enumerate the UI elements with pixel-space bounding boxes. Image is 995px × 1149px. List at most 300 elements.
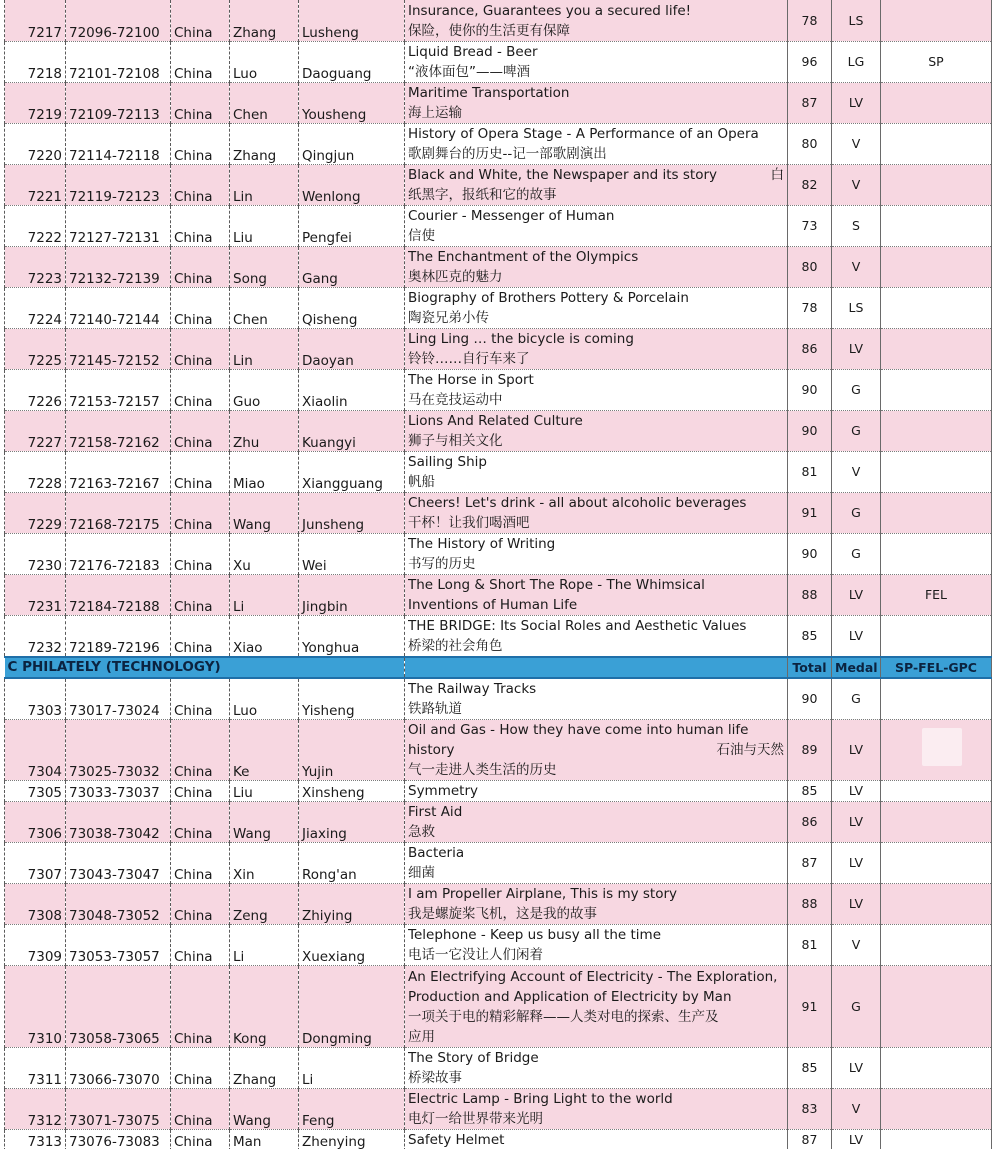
special-prize-cell — [881, 883, 992, 924]
exhibit-title-cell — [405, 780, 788, 801]
title-line: 信使 — [408, 227, 435, 244]
total-score-cell: 90 — [788, 369, 832, 410]
exhibit-title-cell — [405, 451, 788, 492]
medal-cell: G — [832, 492, 881, 533]
special-prize-cell — [881, 780, 992, 801]
exhibit-title-cell — [405, 1088, 788, 1129]
medal-cell: G — [832, 533, 881, 574]
exhibit-number-cell: 7224 — [5, 287, 66, 328]
given-name-cell: Lusheng — [299, 0, 405, 41]
special-prize-cell — [881, 164, 992, 205]
country-cell: China — [171, 41, 230, 82]
exhibit-title-cell — [405, 615, 788, 657]
special-prize-cell — [881, 615, 992, 657]
frame-range-cell: 72114-72118 — [66, 123, 171, 164]
given-name-cell: Feng — [299, 1088, 405, 1129]
surname-cell: Zhang — [230, 0, 299, 41]
given-name-cell: Pengfei — [299, 205, 405, 246]
title-line: Cheers! Let's drink - all about alcoholic beverages — [408, 494, 747, 511]
country-cell: China — [171, 164, 230, 205]
medal-column-header: Medal — [832, 657, 881, 678]
frame-range-cell: 72153-72157 — [66, 369, 171, 410]
surname-cell: Liu — [230, 205, 299, 246]
surname-cell: Zeng — [230, 883, 299, 924]
given-name-cell: Yonghua — [299, 615, 405, 657]
exhibit-title-cell — [405, 287, 788, 328]
exhibit-number-cell: 7217 — [5, 0, 66, 41]
given-name-cell: Jingbin — [299, 574, 405, 615]
table-row — [5, 410, 992, 451]
title-line — [408, 740, 784, 760]
title-line: Courier - Messenger of Human — [408, 207, 615, 224]
total-score-cell: 85 — [788, 1047, 832, 1088]
total-column-header: Total — [788, 657, 832, 678]
exhibit-title-cell — [405, 205, 788, 246]
title-line: The Story of Bridge — [408, 1049, 539, 1066]
total-score-cell: 87 — [788, 842, 832, 883]
medal-cell: LG — [832, 41, 881, 82]
given-name-cell: Li — [299, 1047, 405, 1088]
exhibit-title-cell — [405, 82, 788, 123]
table-row — [5, 678, 992, 720]
medal-cell: LV — [832, 615, 881, 657]
frame-range-cell: 73038-73042 — [66, 801, 171, 842]
given-name-cell: Qisheng — [299, 287, 405, 328]
given-name-cell: Wei — [299, 533, 405, 574]
table-row — [5, 369, 992, 410]
exhibit-title-cell — [405, 965, 788, 1047]
frame-range-cell: 72189-72196 — [66, 615, 171, 657]
special-prize-cell — [881, 82, 992, 123]
exhibit-title-cell — [405, 164, 788, 205]
frame-range-cell: 73076-73083 — [66, 1129, 171, 1149]
table-row — [5, 1047, 992, 1088]
total-score-cell: 78 — [788, 0, 832, 41]
title-line: 狮子与相关文化 — [408, 432, 503, 449]
frame-range-cell: 72163-72167 — [66, 451, 171, 492]
table-row — [5, 1088, 992, 1129]
given-name-cell: Yujin — [299, 719, 405, 780]
exhibit-title-cell — [405, 41, 788, 82]
surname-cell: Xiao — [230, 615, 299, 657]
medal-cell: V — [832, 1088, 881, 1129]
surname-cell: Liu — [230, 780, 299, 801]
exhibit-number-cell: 7225 — [5, 328, 66, 369]
section-header-row — [5, 657, 992, 678]
exhibit-title-cell — [405, 719, 788, 780]
table-row — [5, 533, 992, 574]
total-score-cell: 90 — [788, 410, 832, 451]
special-prize-cell: FEL — [881, 574, 992, 615]
title-line: Ling Ling … the bicycle is coming — [408, 330, 634, 347]
medal-cell: LS — [832, 287, 881, 328]
surname-cell: Xin — [230, 842, 299, 883]
special-prize-cell — [881, 205, 992, 246]
special-prize-cell — [881, 1047, 992, 1088]
frame-range-cell: 72132-72139 — [66, 246, 171, 287]
exhibit-title-cell — [405, 246, 788, 287]
title-line: 纸黑字，报纸和它的故事 — [408, 186, 557, 203]
exhibit-number-cell: 7232 — [5, 615, 66, 657]
exhibit-title-cell — [405, 924, 788, 965]
exhibit-number-cell: 7221 — [5, 164, 66, 205]
frame-range-cell: 72184-72188 — [66, 574, 171, 615]
given-name-cell: Jiaxing — [299, 801, 405, 842]
given-name-cell: Xuexiang — [299, 924, 405, 965]
surname-cell: Wang — [230, 1088, 299, 1129]
table-row — [5, 1129, 992, 1149]
total-score-cell: 78 — [788, 287, 832, 328]
medal-cell: LV — [832, 328, 881, 369]
special-prize-cell — [881, 246, 992, 287]
table-row — [5, 883, 992, 924]
total-score-cell: 80 — [788, 123, 832, 164]
medal-cell: LS — [832, 0, 881, 41]
exhibit-title-cell — [405, 801, 788, 842]
surname-cell: Luo — [230, 41, 299, 82]
medal-cell: LV — [832, 780, 881, 801]
special-prize-cell — [881, 842, 992, 883]
title-line: The Enchantment of the Olympics — [408, 248, 639, 265]
table-row — [5, 123, 992, 164]
total-score-cell: 88 — [788, 574, 832, 615]
title-line: Production and Application of Electricity by Man — [408, 988, 732, 1005]
given-name-cell: Zhiying — [299, 883, 405, 924]
country-cell: China — [171, 0, 230, 41]
total-score-cell: 87 — [788, 82, 832, 123]
title-line: 应用 — [408, 1028, 435, 1045]
country-cell: China — [171, 1047, 230, 1088]
title-line: THE BRIDGE: Its Social Roles and Aesthetic Values — [408, 617, 747, 634]
title-line: 奥林匹克的魅力 — [408, 268, 503, 285]
exhibit-number-cell: 7229 — [5, 492, 66, 533]
total-score-cell: 88 — [788, 883, 832, 924]
given-name-cell: Kuangyi — [299, 410, 405, 451]
title-line: Sailing Ship — [408, 453, 487, 470]
given-name-cell: Daoguang — [299, 41, 405, 82]
title-line-part: Black and White, the Newspaper and its story — [408, 166, 718, 183]
country-cell: China — [171, 719, 230, 780]
table-row — [5, 719, 992, 780]
medal-cell: LV — [832, 574, 881, 615]
country-cell: China — [171, 287, 230, 328]
surname-cell: Zhang — [230, 123, 299, 164]
exhibit-number-cell: 7312 — [5, 1088, 66, 1129]
exhibit-title-cell — [405, 492, 788, 533]
total-score-cell: 91 — [788, 492, 832, 533]
special-prize-cell — [881, 924, 992, 965]
country-cell: China — [171, 1129, 230, 1149]
table-row — [5, 924, 992, 965]
medal-cell: LV — [832, 801, 881, 842]
special-prize-cell — [881, 1088, 992, 1129]
title-line-part: 石油与天然 — [716, 741, 784, 758]
country-cell: China — [171, 82, 230, 123]
special-prize-cell — [881, 287, 992, 328]
exhibit-number-cell: 7306 — [5, 801, 66, 842]
frame-range-cell: 73025-73032 — [66, 719, 171, 780]
table-row — [5, 574, 992, 615]
surname-cell: Miao — [230, 451, 299, 492]
title-line: Telephone - Keep us busy all the time — [408, 926, 661, 943]
surname-cell: Man — [230, 1129, 299, 1149]
surname-cell: Xu — [230, 533, 299, 574]
medal-cell: G — [832, 410, 881, 451]
medal-cell: V — [832, 451, 881, 492]
exhibit-number-cell: 7313 — [5, 1129, 66, 1149]
exhibit-number-cell: 7310 — [5, 965, 66, 1047]
title-line: Lions And Related Culture — [408, 412, 583, 429]
special-prize-cell — [881, 533, 992, 574]
country-cell: China — [171, 492, 230, 533]
medal-cell: V — [832, 123, 881, 164]
exhibit-title-cell — [405, 1047, 788, 1088]
given-name-cell: Xiangguang — [299, 451, 405, 492]
frame-range-cell: 73053-73057 — [66, 924, 171, 965]
table-body-technology-entries — [5, 678, 992, 1149]
surname-cell: Kong — [230, 965, 299, 1047]
title-line: Inventions of Human Life — [408, 596, 578, 613]
medal-cell: LV — [832, 842, 881, 883]
medal-cell: LV — [832, 82, 881, 123]
country-cell: China — [171, 205, 230, 246]
country-cell: China — [171, 780, 230, 801]
given-name-cell: Rong'an — [299, 842, 405, 883]
given-name-cell: Daoyan — [299, 328, 405, 369]
frame-range-cell: 72168-72175 — [66, 492, 171, 533]
title-line: An Electrifying Account of Electricity - The Exploration, — [408, 968, 778, 985]
special-prize-cell — [881, 328, 992, 369]
medal-cell: G — [832, 965, 881, 1047]
table-row — [5, 801, 992, 842]
title-line: I am Propeller Airplane, This is my story — [408, 885, 678, 902]
country-cell: China — [171, 246, 230, 287]
exhibit-title-cell — [405, 369, 788, 410]
total-score-cell: 80 — [788, 246, 832, 287]
title-line: 急救 — [408, 823, 435, 840]
title-line: 帆船 — [408, 473, 435, 490]
table-body-entries — [5, 0, 992, 657]
title-line: 歌剧舞台的历史--记一部歌剧演出 — [408, 145, 607, 162]
exhibit-title-cell — [405, 410, 788, 451]
surname-cell: Song — [230, 246, 299, 287]
total-score-cell: 85 — [788, 780, 832, 801]
title-line: 书写的历史 — [408, 555, 476, 572]
title-line: The Horse in Sport — [408, 371, 534, 388]
special-prize-cell — [881, 1129, 992, 1149]
table-row — [5, 0, 992, 41]
title-line: 干杯！让我们喝酒吧 — [408, 514, 530, 531]
title-line: 我是螺旋桨飞机，这是我的故事 — [408, 905, 597, 922]
country-cell: China — [171, 883, 230, 924]
total-score-cell: 87 — [788, 1129, 832, 1149]
title-line: Liquid Bread - Beer — [408, 43, 538, 60]
table-row — [5, 246, 992, 287]
exhibit-number-cell: 7228 — [5, 451, 66, 492]
surname-cell: Wang — [230, 492, 299, 533]
section-header — [5, 657, 992, 678]
exhibit-title-cell — [405, 1129, 788, 1149]
exhibit-results-table — [4, 0, 992, 1149]
title-line: 铁路轨道 — [408, 700, 462, 717]
frame-range-cell: 72158-72162 — [66, 410, 171, 451]
given-name-cell: Xinsheng — [299, 780, 405, 801]
total-score-cell: 91 — [788, 965, 832, 1047]
frame-range-cell: 73071-73075 — [66, 1088, 171, 1129]
surname-cell: Ke — [230, 719, 299, 780]
exhibit-number-cell: 7219 — [5, 82, 66, 123]
given-name-cell: Wenlong — [299, 164, 405, 205]
title-line: 陶瓷兄弟小传 — [408, 309, 489, 326]
faded-watermark-patch — [922, 728, 962, 766]
medal-cell: LV — [832, 719, 881, 780]
table-row — [5, 287, 992, 328]
country-cell: China — [171, 328, 230, 369]
frame-range-cell: 72109-72113 — [66, 82, 171, 123]
table-row — [5, 82, 992, 123]
total-score-cell: 83 — [788, 1088, 832, 1129]
frame-range-cell: 73048-73052 — [66, 883, 171, 924]
special-prize-cell — [881, 492, 992, 533]
table-row — [5, 164, 992, 205]
given-name-cell: Xiaolin — [299, 369, 405, 410]
table-row — [5, 492, 992, 533]
total-score-cell: 73 — [788, 205, 832, 246]
total-score-cell: 90 — [788, 533, 832, 574]
exhibit-number-cell: 7227 — [5, 410, 66, 451]
frame-range-cell: 73066-73070 — [66, 1047, 171, 1088]
title-line: 电灯一给世界带来光明 — [408, 1110, 543, 1127]
frame-range-cell: 72101-72108 — [66, 41, 171, 82]
country-cell: China — [171, 574, 230, 615]
frame-range-cell: 73058-73065 — [66, 965, 171, 1047]
given-name-cell: Junsheng — [299, 492, 405, 533]
surname-cell: Chen — [230, 287, 299, 328]
given-name-cell: Yisheng — [299, 678, 405, 720]
country-cell: China — [171, 1088, 230, 1129]
title-line: 保险，使你的生活更有保障 — [408, 22, 570, 39]
surname-cell: Lin — [230, 164, 299, 205]
title-line: 桥梁故事 — [408, 1069, 462, 1086]
country-cell: China — [171, 615, 230, 657]
title-line: 海上运输 — [408, 104, 462, 121]
exhibit-number-cell: 7218 — [5, 41, 66, 82]
surname-cell: Zhu — [230, 410, 299, 451]
exhibit-number-cell: 7311 — [5, 1047, 66, 1088]
special-prize-cell: SP — [881, 41, 992, 82]
title-line: The History of Writing — [408, 535, 556, 552]
special-prize-cell — [881, 451, 992, 492]
table-row — [5, 615, 992, 657]
table-row — [5, 780, 992, 801]
surname-cell: Guo — [230, 369, 299, 410]
total-score-cell: 86 — [788, 328, 832, 369]
exhibit-number-cell: 7303 — [5, 678, 66, 720]
medal-cell: S — [832, 205, 881, 246]
title-line: Oil and Gas - How they have come into human life — [408, 721, 749, 738]
country-cell: China — [171, 410, 230, 451]
title-line: 气一走进人类生活的历史 — [408, 761, 557, 778]
title-line: Safety Helmet — [408, 1131, 505, 1148]
special-prize-cell — [881, 965, 992, 1047]
country-cell: China — [171, 965, 230, 1047]
exhibit-number-cell: 7231 — [5, 574, 66, 615]
total-score-cell: 81 — [788, 924, 832, 965]
title-line: 马在竞技运动中 — [408, 391, 503, 408]
total-score-cell: 90 — [788, 678, 832, 720]
medal-cell: G — [832, 369, 881, 410]
frame-range-cell: 73017-73024 — [66, 678, 171, 720]
frame-range-cell: 72176-72183 — [66, 533, 171, 574]
given-name-cell: Zhenying — [299, 1129, 405, 1149]
table-row — [5, 842, 992, 883]
title-line: History of Opera Stage - A Performance of an Opera — [408, 125, 759, 142]
country-cell: China — [171, 123, 230, 164]
surname-cell: Chen — [230, 82, 299, 123]
exhibit-title-cell — [405, 123, 788, 164]
medal-cell: V — [832, 246, 881, 287]
exhibit-number-cell: 7308 — [5, 883, 66, 924]
frame-range-cell: 72119-72123 — [66, 164, 171, 205]
medal-cell: LV — [832, 1047, 881, 1088]
total-score-cell: 89 — [788, 719, 832, 780]
total-score-cell: 82 — [788, 164, 832, 205]
table-row — [5, 205, 992, 246]
title-line: “液体面包”——啤酒 — [408, 63, 530, 80]
exhibit-number-cell: 7220 — [5, 123, 66, 164]
title-line: 电话一它没让人们闲着 — [408, 946, 543, 963]
frame-range-cell: 73033-73037 — [66, 780, 171, 801]
exhibit-title-cell — [405, 328, 788, 369]
title-line: First Aid — [408, 803, 463, 820]
country-cell: China — [171, 801, 230, 842]
country-cell: China — [171, 369, 230, 410]
surname-cell: Luo — [230, 678, 299, 720]
frame-range-cell: 72127-72131 — [66, 205, 171, 246]
title-line: The Long & Short The Rope - The Whimsical — [408, 576, 705, 593]
title-line: The Railway Tracks — [408, 680, 537, 697]
exhibit-title-cell — [405, 533, 788, 574]
special-prize-cell — [881, 410, 992, 451]
exhibit-number-cell: 7223 — [5, 246, 66, 287]
title-line — [408, 165, 784, 185]
title-line: Bacteria — [408, 844, 465, 861]
frame-range-cell: 72096-72100 — [66, 0, 171, 41]
title-line: 一项关于电的精彩解释——人类对电的探索、生产及 — [408, 1008, 719, 1025]
frame-range-cell: 72145-72152 — [66, 328, 171, 369]
table-row — [5, 41, 992, 82]
medal-cell: V — [832, 164, 881, 205]
exhibit-title-cell — [405, 0, 788, 41]
country-cell: China — [171, 678, 230, 720]
total-score-cell: 85 — [788, 615, 832, 657]
title-line-part: 白 — [770, 166, 784, 183]
exhibit-title-cell — [405, 574, 788, 615]
total-score-cell: 86 — [788, 801, 832, 842]
title-line: Symmetry — [408, 782, 478, 799]
section-spacer — [405, 657, 788, 678]
exhibit-number-cell: 7230 — [5, 533, 66, 574]
medal-cell: LV — [832, 1129, 881, 1149]
surname-cell: Zhang — [230, 1047, 299, 1088]
special-prize-cell — [881, 678, 992, 720]
given-name-cell: Gang — [299, 246, 405, 287]
special-prize-column-header: SP-FEL-GPC — [881, 657, 992, 678]
title-line: 铃铃……自行车来了 — [408, 350, 530, 367]
exhibit-number-cell: 7226 — [5, 369, 66, 410]
table-row — [5, 965, 992, 1047]
table-row — [5, 328, 992, 369]
